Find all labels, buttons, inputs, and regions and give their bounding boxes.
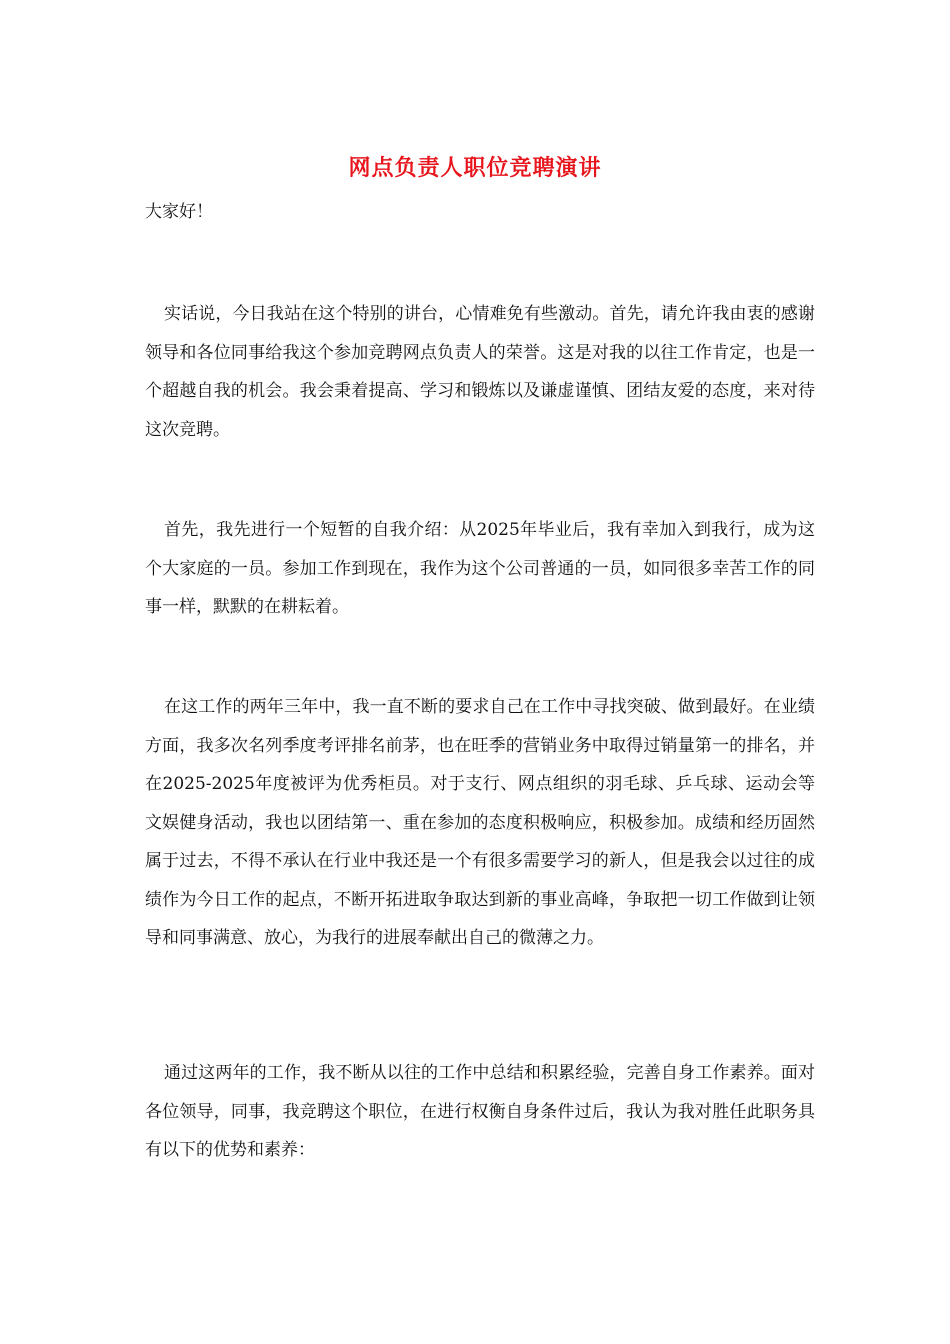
greeting: 大家好！ (145, 202, 213, 222)
paragraph-1: 实话说，今日我站在这个特别的讲台，心情难免有些激动。首先，请允许我由衷的感谢领导和各位同事给我这个参加竞聘网点负责人的荣誉。这是对我的以往工作肯定，也是一个超越自我的机会。我会秉着提高、学习和锻炼以及谦虚谨慎、团结友爱的态度，来对待这次竞聘。 (145, 304, 815, 440)
paragraph-3: 在这工作的两年三年中，我一直不断的要求自己在工作中寻找突破、做到最好。在业绩方面，我多次名列季度考评排名前茅，也在旺季的营销业务中取得过销量第一的排名，并在2025-2025年度被评为优秀柜员。对于支行、网点组织的羽毛球、乒乓球、运动会等文娱健身活动，我也以团结第一、重在参加的态度积极响应，积极参加。成绩和经历固然属于过去，不得不承认在行业中我还是一个有很多需要学习的新人，但是我会以过往的成绩作为今日工作的起点，不断开拓进取争取达到新的事业高峰，争取把一切工作做到让领导和同事满意、放心，为我行的进展奉献出自己的微薄之力。 (145, 697, 815, 948)
paragraph-2: 首先，我先进行一个短暂的自我介绍：从2025年毕业后，我有幸加入到我行，成为这个大家庭的一员。参加工作到现在，我作为这个公司普通的一员，如同很多幸苦工作的同事一样，默默的在耕耘着。 (145, 520, 815, 617)
paragraph-4: 通过这两年的工作，我不断从以往的工作中总结和积累经验，完善自身工作素养。面对各位领导，同事，我竞聘这个职位，在进行权衡自身条件过后，我认为我对胜任此职务具有以下的优势和素养： (145, 1063, 815, 1160)
document-title: 网点负责人职位竞聘演讲 (348, 155, 602, 181)
